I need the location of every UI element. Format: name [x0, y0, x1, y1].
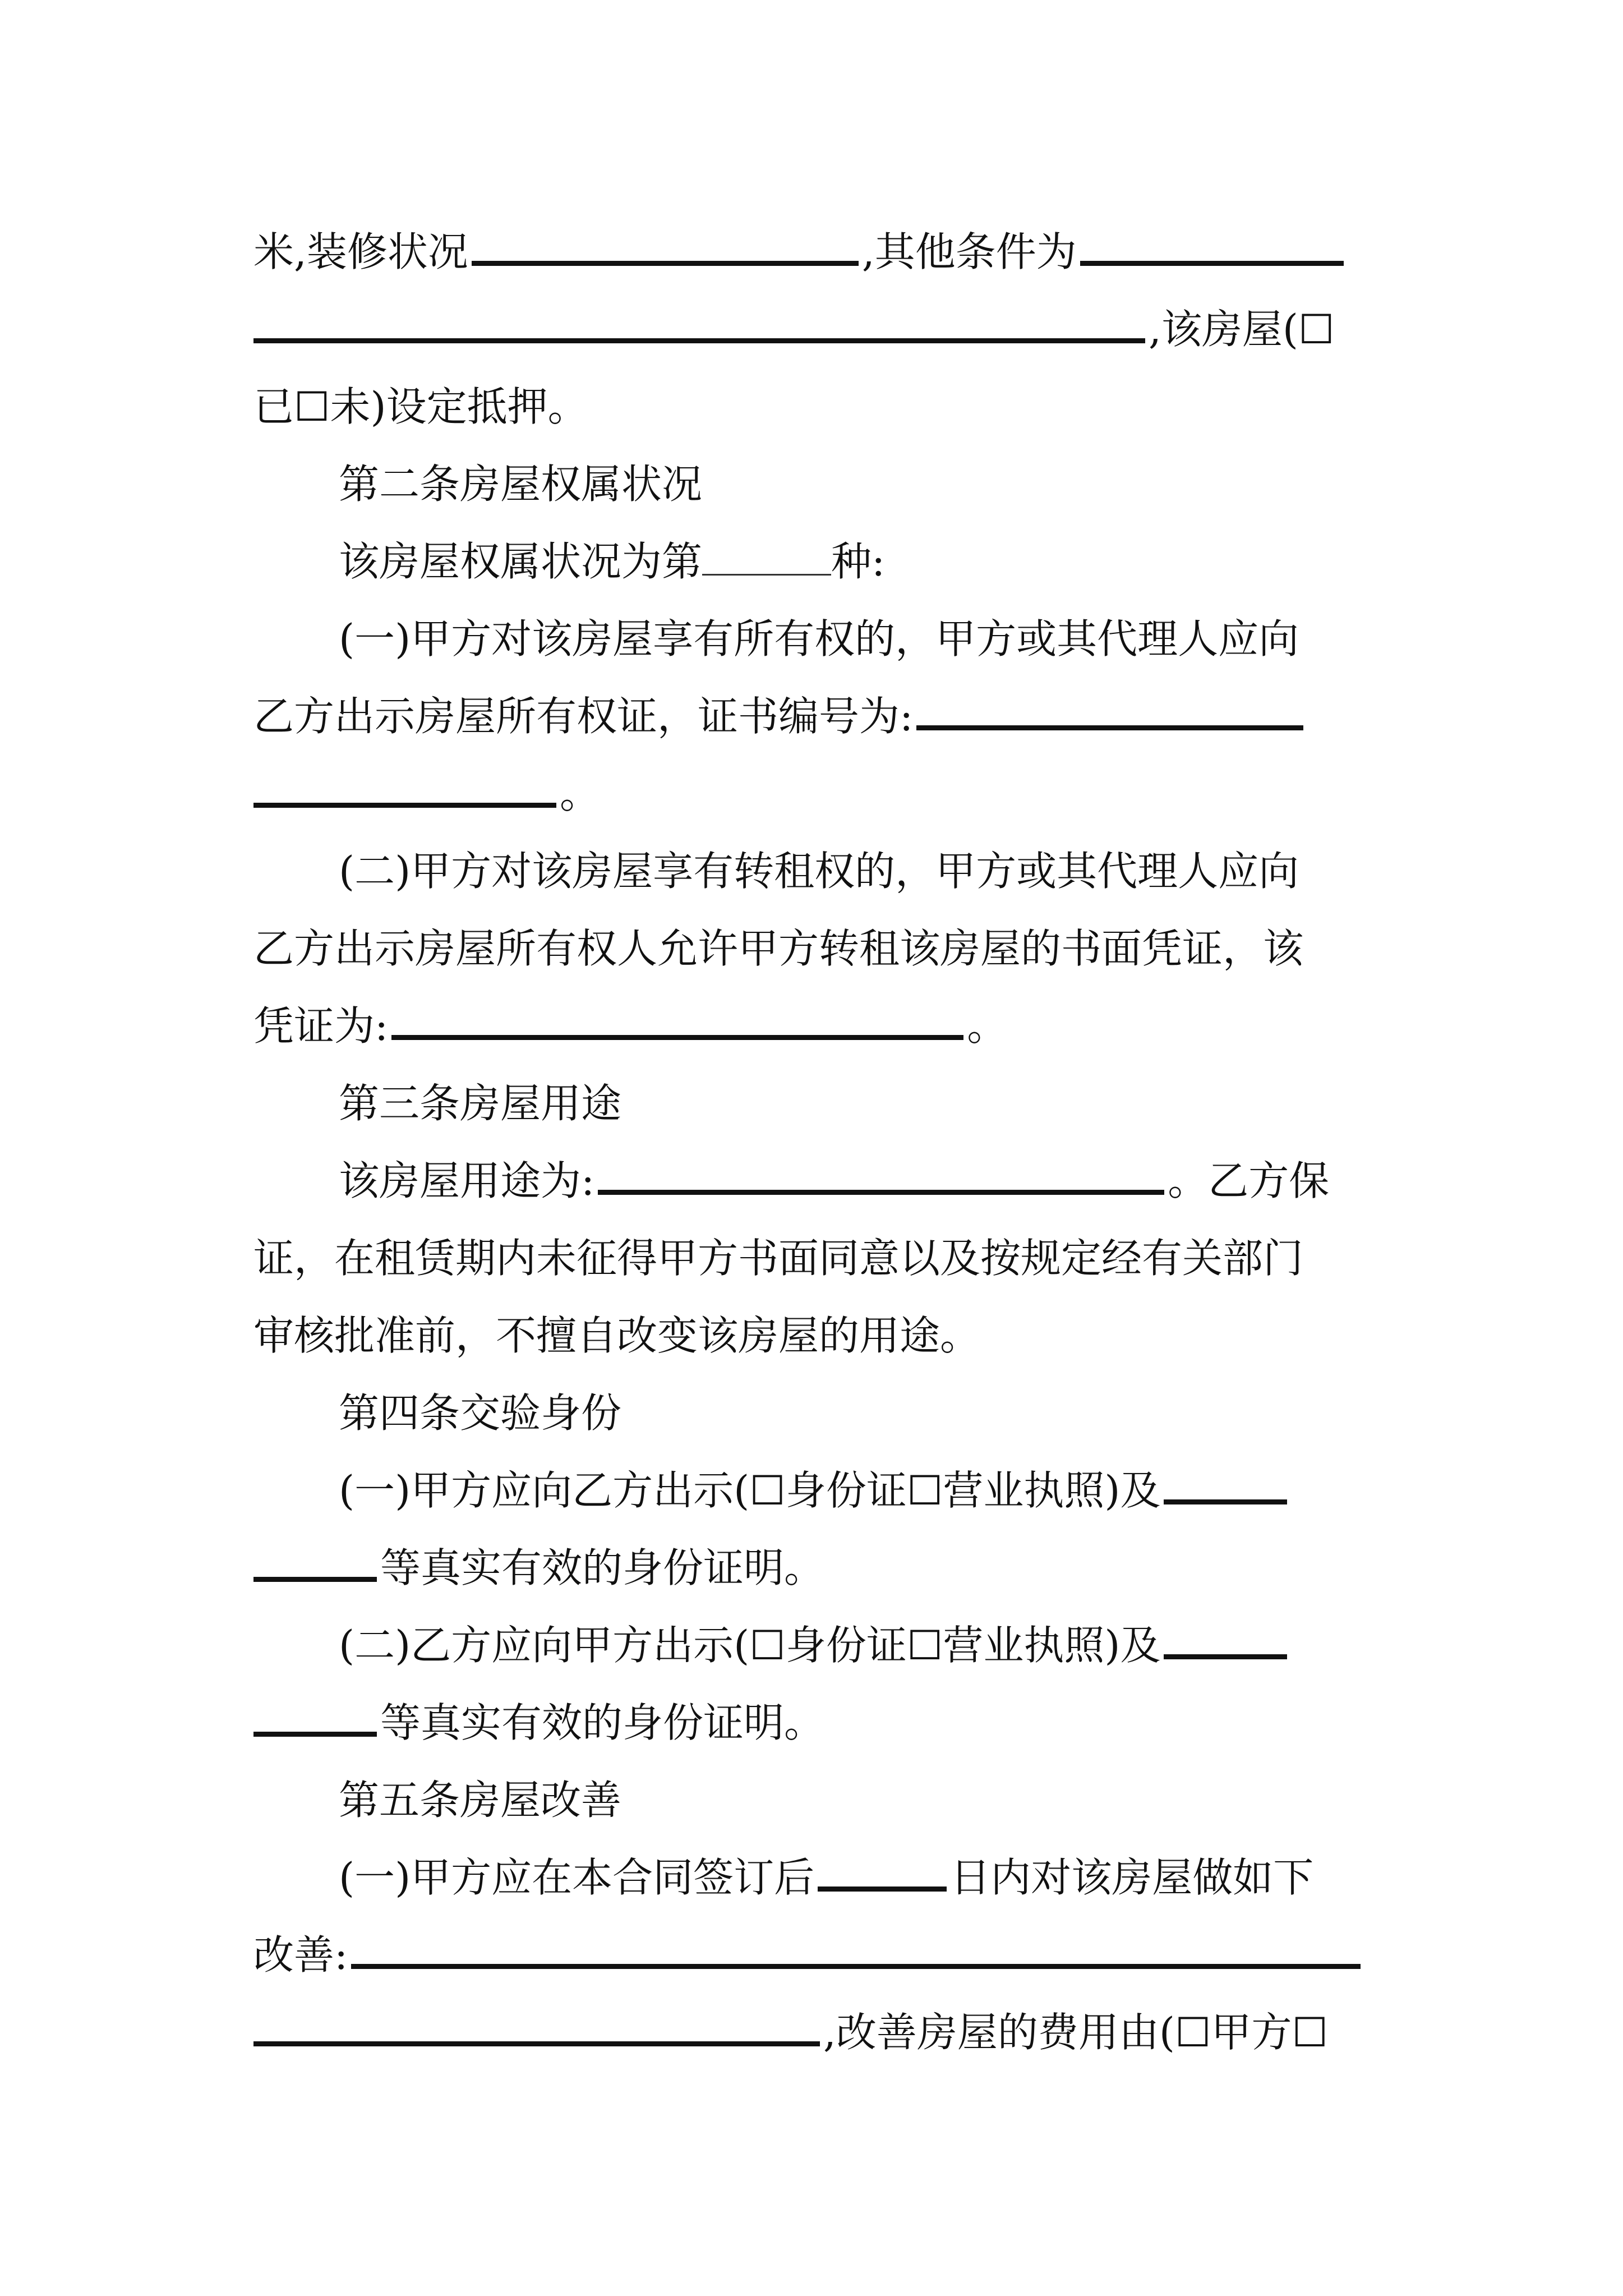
text-line [253, 1916, 1392, 1994]
heading-text: 第五条房屋改善 [339, 1777, 622, 1824]
text-line [253, 368, 1392, 445]
text-line [253, 1220, 1392, 1297]
text-segment: ,其他条件为 [861, 228, 1077, 275]
text-line [253, 1297, 1392, 1374]
heading-text: 第二条房屋权属状况 [339, 461, 703, 508]
text-line [253, 213, 1392, 291]
text-segment: ,该房屋(☐ [1149, 306, 1335, 353]
fill-blank[interactable] [1080, 261, 1344, 266]
text-segment: (一)甲方对该房屋享有所有权的，甲方或其代理人应向 [339, 615, 1299, 662]
text-segment: 等真实有效的身份证明。 [380, 1699, 825, 1746]
document-page [253, 213, 1392, 2071]
text-segment: 凭证为: [253, 1002, 389, 1050]
text-segment: 种: [831, 538, 886, 585]
fill-blank[interactable] [472, 261, 859, 266]
text-segment: 乙方出示房屋所有权人允许甲方转租该房屋的书面凭证，该 [253, 925, 1304, 972]
text-line [253, 1529, 1392, 1607]
text-segment: 乙方出示房屋所有权证，证书编号为: [253, 693, 914, 740]
fill-blank[interactable] [1164, 1499, 1287, 1504]
fill-blank[interactable] [253, 1732, 377, 1737]
text-segment: 证，在租赁期内未征得甲方书面同意以及按规定经有关部门 [253, 1235, 1304, 1282]
text-line [253, 1142, 1392, 1220]
fill-blank[interactable] [391, 1035, 963, 1040]
heading-text: 第三条房屋用途 [339, 1080, 622, 1127]
text-segment: (二)乙方应向甲方出示(☐身份证☐营业执照)及 [339, 1622, 1161, 1669]
text-segment: (一)甲方应在本合同签订后 [339, 1854, 815, 1901]
text-segment: (二)甲方对该房屋享有转租权的，甲方或其代理人应向 [339, 848, 1299, 895]
text-segment: 审核批准前，不擅自改变该房屋的用途。 [253, 1312, 981, 1359]
text-line [253, 1607, 1392, 1684]
text-segment: 改善: [253, 1931, 348, 1978]
text-segment: 等真实有效的身份证明。 [380, 1544, 825, 1591]
text-line [253, 987, 1392, 1065]
section-heading [253, 445, 1392, 523]
text-line [253, 523, 1392, 600]
fill-blank[interactable] [702, 574, 831, 576]
fill-blank[interactable] [818, 1887, 947, 1892]
text-segment: 该房屋用途为: [339, 1157, 595, 1204]
text-line [253, 1994, 1392, 2071]
section-heading [253, 1761, 1392, 1839]
fill-blank[interactable] [253, 803, 556, 808]
fill-blank[interactable] [253, 338, 1145, 343]
text-segment: 。 [560, 770, 601, 817]
fill-blank[interactable] [253, 1577, 377, 1582]
text-line [253, 1839, 1392, 1916]
text-segment: 米,装修状况 [253, 228, 468, 275]
text-line [253, 832, 1392, 910]
text-segment: 该房屋权属状况为第 [339, 538, 703, 585]
fill-blank[interactable] [598, 1190, 1164, 1195]
section-heading [253, 1065, 1392, 1142]
text-segment: 日内对该房屋做如下 [950, 1854, 1314, 1901]
fill-blank[interactable] [916, 725, 1303, 730]
text-segment: ,改善房屋的费用由(☐甲方☐ [823, 2009, 1329, 2056]
text-line [253, 678, 1392, 755]
text-line [253, 910, 1392, 987]
text-line [253, 1684, 1392, 1761]
heading-text: 第四条交验身份 [339, 1389, 622, 1437]
text-segment: 已☐未)设定抵押。 [253, 383, 588, 430]
fill-blank[interactable] [1164, 1654, 1287, 1659]
text-line [253, 1452, 1392, 1529]
fill-blank[interactable] [351, 1964, 1361, 1969]
text-line [253, 600, 1392, 678]
fill-blank[interactable] [253, 2041, 820, 2046]
text-line [253, 755, 1392, 832]
text-segment: 。 [967, 1002, 1008, 1050]
text-segment: 。乙方保 [1168, 1157, 1330, 1204]
text-segment: (一)甲方应向乙方出示(☐身份证☐营业执照)及 [339, 1467, 1161, 1514]
section-heading [253, 1374, 1392, 1452]
text-line [253, 291, 1392, 368]
